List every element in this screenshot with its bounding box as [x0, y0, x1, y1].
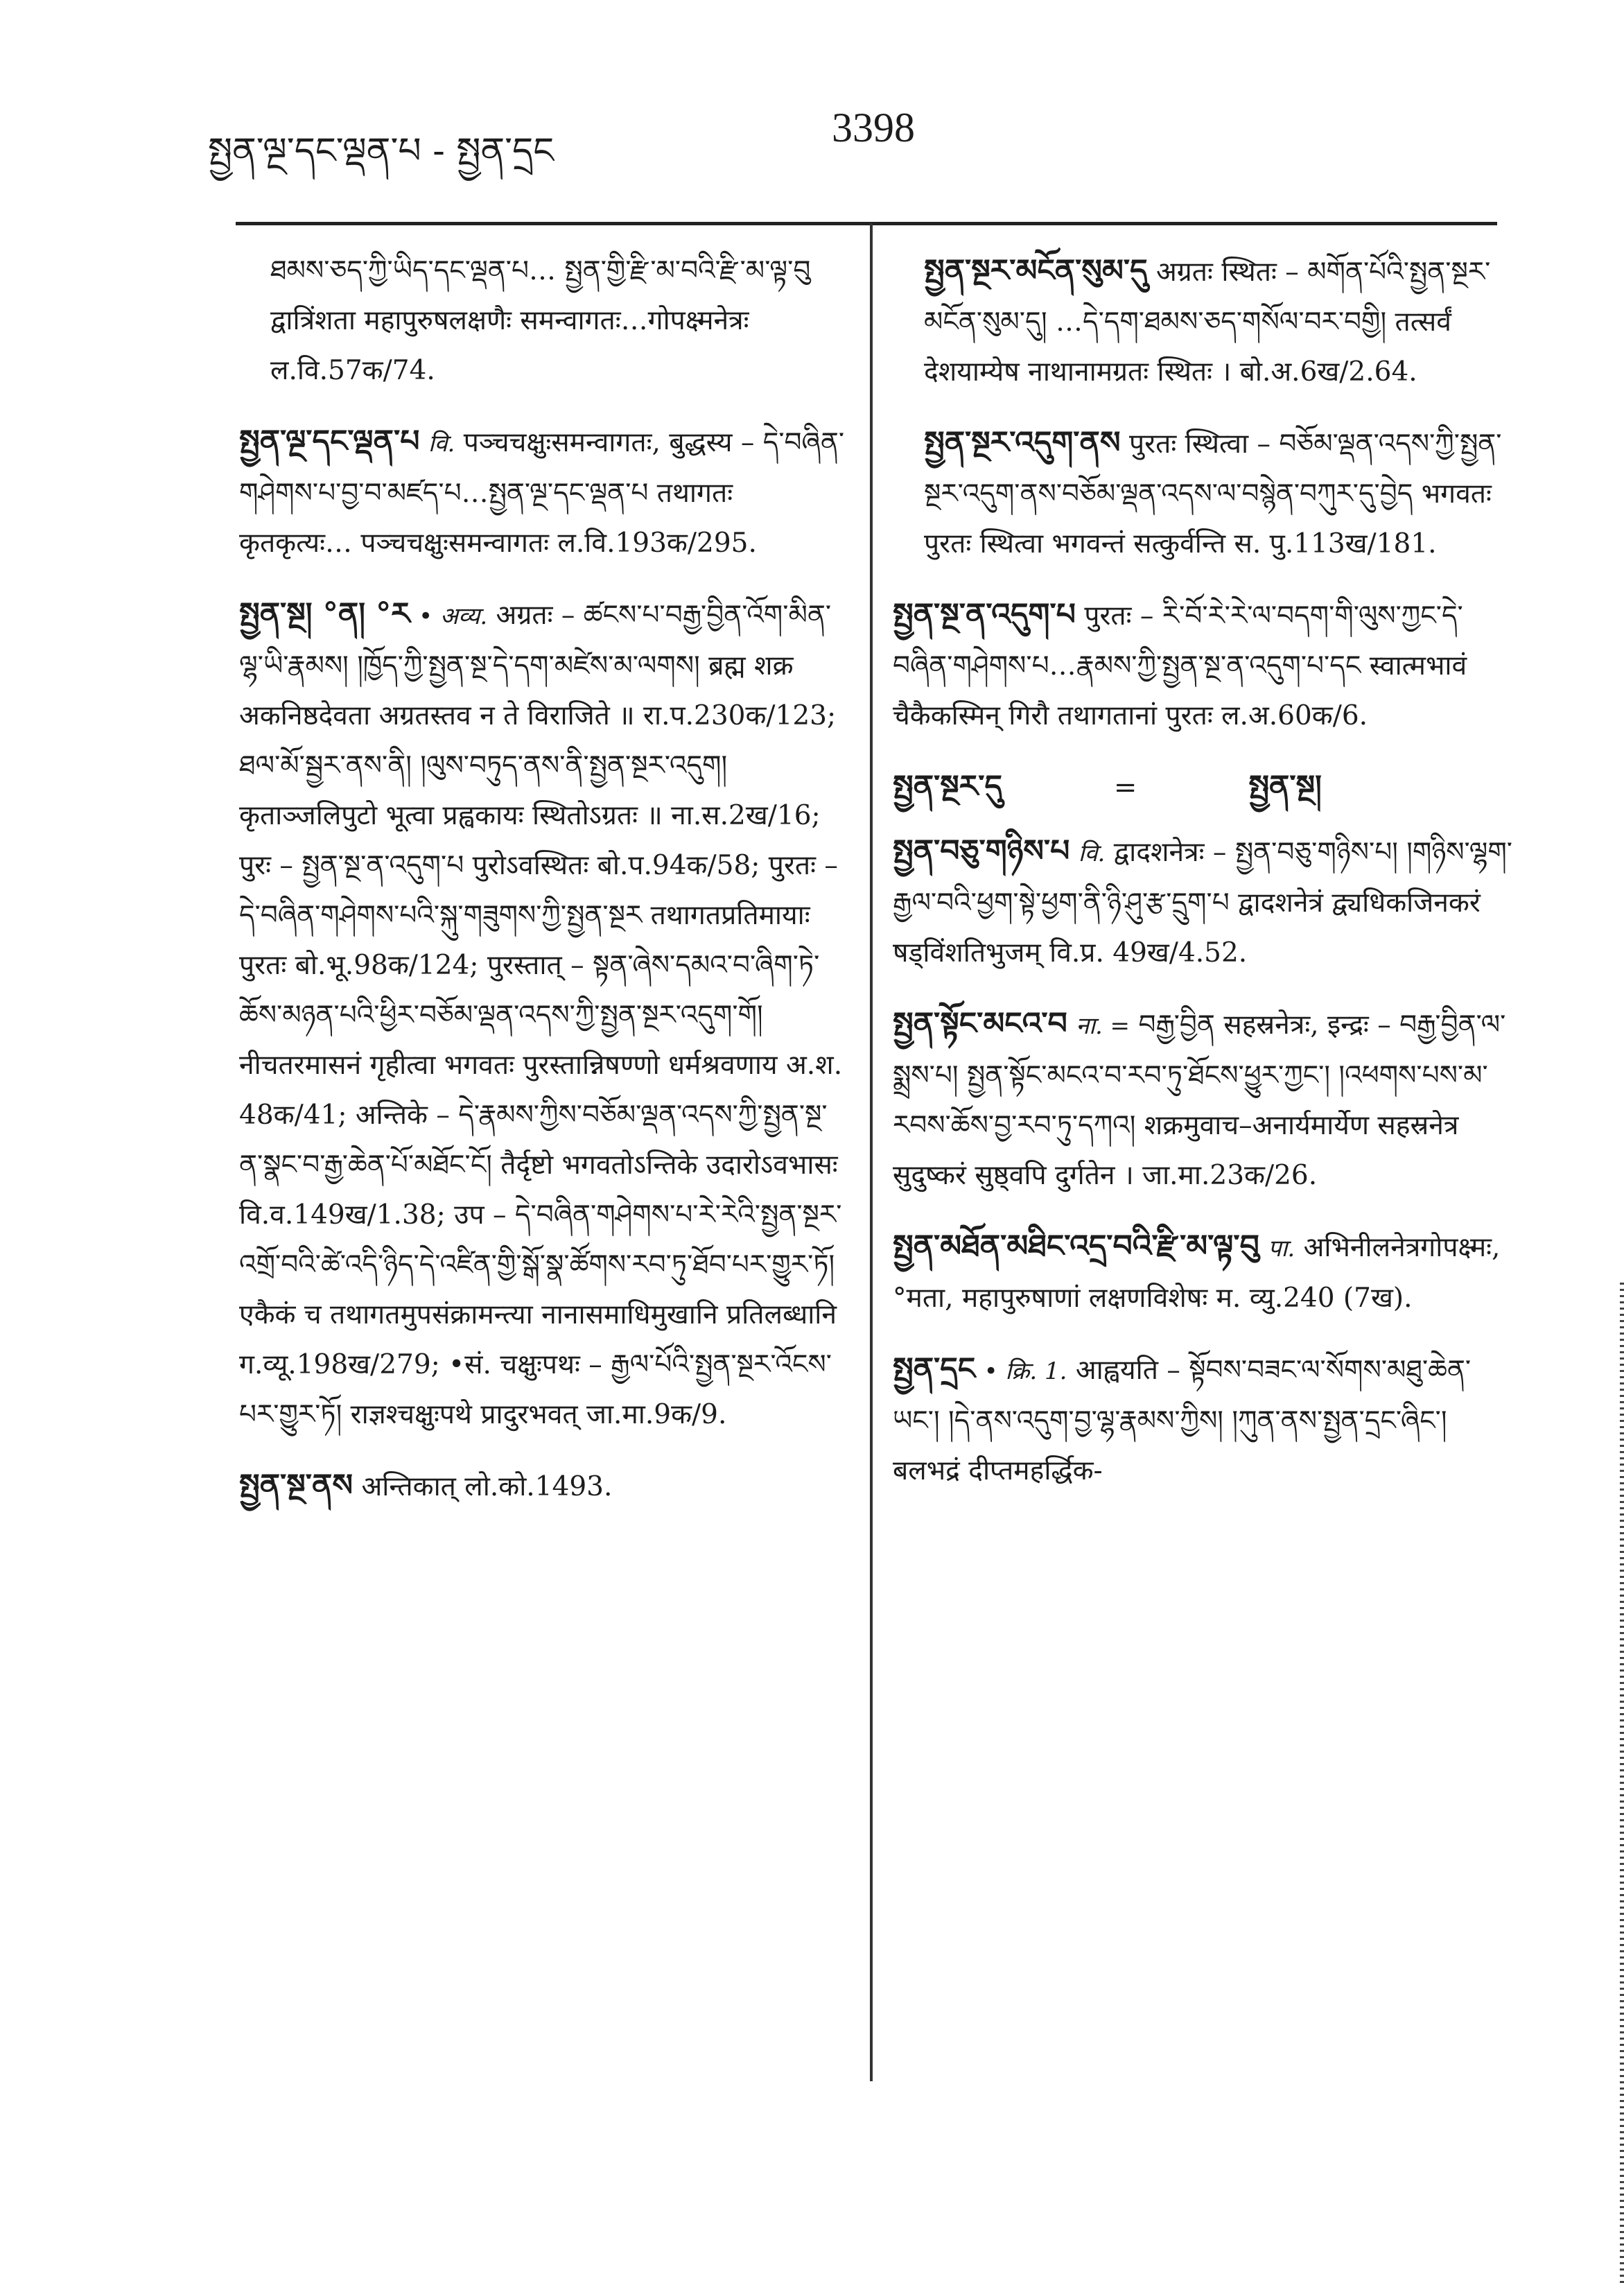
sub-entry — [924, 418, 1513, 569]
header-rule — [236, 222, 1497, 225]
entry-text: अभिनीलनेत्रगोपक्ष्मः, °मता, महापुरुषाणां लक्षणविशेषः म. व्यु.240 (7ख). — [893, 1232, 1501, 1314]
column-divider — [870, 223, 873, 2081]
entry — [239, 589, 849, 1440]
entry-text: བརྒྱ་བྱིན सहस्रनेत्रः, इन्द्रः – བརྒྱ་བྱིན་ལ་སྨྲས་པ། སྤྱན་སྟོང་མངའ་བ་རབ་ཏུ་ཐོངས་ཕྱུར་ཀྱང་། །འཕགས་པས་མ་རབས་ཆོས་བྱ་རབ་ཏུ་དཀའ། शक्रमुवाच–अनार्यमार्येण सहस्रनेत्र सुदुष्करं सुष्ठ्वपि दुर्गतेन । जा.मा.23क/26. — [893, 1009, 1506, 1191]
entry — [893, 826, 1513, 978]
right-column — [893, 246, 1513, 1517]
grammar-label: पा. — [1268, 1235, 1295, 1262]
entry-text: ཐམས་ཅད་ཀྱི་ཡིད་དང་ལྡན་པ… སྤྱན་གྱི་རྫི་མ་བའི་རྫི་མ་ལྟ་བུ द्वात्रिंशता महापुरुषलक्षणैः समन्वागतः…गोपक्ष्मनेत्रः ल.वि.57क/74. — [270, 255, 811, 386]
grammar-label: ना. = — [1076, 1012, 1130, 1040]
entry — [893, 999, 1513, 1201]
entry-text: पञ्चचक्षुःसमन्वागतः, बुद्धस्य – དེ་བཞིན་གཤེགས་པ་བྱ་བ་མཛད་པ…སྤྱན་ལྔ་དང་ལྡན་པ तथागतः कृतकृत्यः… पञ्चचक्षुःसमन्वागतः ल.वि.193क/295. — [239, 427, 845, 559]
entry-headword: སྤྱན་སྔ་ནས — [239, 1468, 353, 1503]
entry-headword: སྤྱན་སྔར་དུ — [893, 769, 1002, 804]
page-header — [208, 104, 1511, 172]
entry-text: पुरतः – རི་བོ་རེ་རེ་ལ་བདག་གི་ལུས་ཀྱང་དེ་བཞིན་གཤེགས་པ…རྣམས་ཀྱི་སྤྱན་སྔ་ན་འདུག་པ་དང स्वात्मभावं चैकैकस्मिन् गिरौ तथागतानां पुरतः ल.अ.60क/6. — [893, 600, 1467, 731]
scan-edge — [1620, 1283, 1624, 2283]
grammar-label: • अव्य. — [419, 602, 488, 630]
entry-headword: སྤྱན་སྟོང་མངའ་བ — [893, 1006, 1067, 1041]
entry-continuation — [270, 246, 849, 396]
entry-headword: སྤྱན་བཅུ་གཉིས་པ — [893, 833, 1070, 869]
running-head: སྤྱན་ལྔ་དང་ལྡན་པ - སྤྱན་དྲང — [208, 130, 555, 172]
entry-text: द्वादशनेत्रः – སྤྱན་བཅུ་གཉིས་པ། །གཉིས་ལྷག་རྒྱལ་བའི་ཕྱག་སྟེ་ཕྱག་ནི་ཉི་ཤུ་རྩ་དྲུག་པ द्वादशनेत्रं द्व्यधिकजिनकरं षड्विंशतिभुजम् वि.प्र. 49ख/4.52. — [893, 837, 1512, 969]
entry-text: अन्तिकात् लो.को.1493. — [361, 1471, 613, 1502]
entry — [893, 1344, 1513, 1496]
grammar-label: वि. — [428, 430, 455, 458]
entry — [893, 1222, 1513, 1323]
entry-text: अग्रतः – ཚངས་པ་བརྒྱ་བྱིན་འོག་མིན་ལྷ་ཡི་རྣམས། །ཁྱོད་ཀྱི་སྤྱན་སྔ་དེ་དག་མཛེས་མ་ལགས། ब्रह्म शक्र अकनिष्ठदेवता अग्रतस्तव न ते विराजिते ॥ रा.प.230क/123; ཐལ་མོ་སྦྱར་ནས་ནི། །ལུས་བཏུད་ནས་ནི་སྤྱན་སྔར་འདུག། कृताञ्जलिपुटो भूत्वा प्रह्वकायः स्थितोऽग्रतः ॥ ना.स.2ख/16; पुरः – སྤྱན་སྔ་ན་འདུག་པ पुरोऽवस्थितः बो.प.94क/58; पुरतः – དེ་བཞིན་གཤེགས་པའི་སྐུ་གཟུགས་ཀྱི་སྤྱན་སྔར तथागतप्रतिमायाः पुरतः बो.भू.98क/124; पुरस्तात् – སྟན་ཞེས་དམའ་བ་ཞིག་ཏེ་ཆོས་མཉན་པའི་ཕྱིར་བཅོམ་ལྡན་འདས་ཀྱི་སྤྱན་སྔར་འདུག་གོ། नीचतरमासनं गृहीत्वा भगवतः पुरस्तान्निषण्णो धर्मश्रवणाय अ.श. 48क/41; अन्तिके – དེ་རྣམས་ཀྱིས་བཅོམ་ལྡན་འདས་ཀྱི་སྤྱན་སྔ་ན་སྣང་བ་རྒྱ་ཆེན་པོ་མཐོང་ངོ། तैर्दृष्टो भगवतोऽन्तिके उदारोऽवभासः वि.व.149ख/1.38; उप – དེ་བཞིན་གཤེགས་པ་རེ་རེའི་སྤྱན་སྔར་འགྲོ་བའི་ཚེ་འདི་ཉིད་དེ་འཛིན་གྱི་སྒོ་སྣ་ཚོགས་རབ་ཏུ་ཐོབ་པར་གྱུར་ཏོ། एकैकं च तथागतमुपसंक्रामन्त्या नानासमाधिमुखानि प्रतिलब्धानि ग.व्यू.198ख/279; •सं. चक्षुःपथः – རྒྱལ་པོའི་སྤྱན་སྔར་འོངས་པར་གྱུར་ཏོ། राज्ञश्चक्षुःपथे प्रादुरभवत् जा.मा.9क/9. — [239, 600, 843, 1430]
entry-headword: སྤྱན་སྔ། °ན། °ར — [239, 596, 410, 632]
entry-headword: སྤྱན་སྔ་ན་འདུག་པ — [893, 597, 1076, 632]
entry — [893, 590, 1513, 741]
grammar-label: • क्रि. 1. — [984, 1357, 1067, 1385]
equals-sign: = — [1113, 772, 1137, 804]
cross-reference: སྤྱན་སྔ། — [1248, 769, 1322, 804]
entry-headword: སྤྱན་དྲང — [893, 1351, 976, 1387]
grammar-label: वि. — [1078, 840, 1106, 867]
entry — [239, 417, 849, 568]
entry-headword: སྤྱན་མཐོན་མཐིང་འདྲ་བའི་རྫི་མ་ལྟ་བུ — [893, 1229, 1259, 1264]
entry-text: पुरतः स्थित्वा – བཅོམ་ལྡན་འདས་ཀྱི་སྤྱན་སྔར་འདུག་ནས་བཅོམ་ལྡན་འདས་ལ་བསྙེན་བཀུར་དུ་བྱེད भगवतः पुरतः स्थित्वा भगवन्तं सत्कुर्वन्ति स. पु.113ख/181. — [924, 428, 1502, 559]
entry-headword: སྤྱན་ལྔ་དང་ལྡན་པ — [239, 424, 420, 459]
entry — [239, 1461, 849, 1512]
entry-headword: སྤྱན་སྔར་མངོན་སུམ་དུ — [924, 253, 1148, 288]
entry-text: अग्रतः स्थितः – མགོན་པོའི་སྤྱན་སྔར་མངོན་སུམ་དུ། …དེ་དག་ཐམས་ཅད་གསོལ་བར་བགྱི། तत्सर्वं देशयाम्येष नाथानामग्रतः स्थितः । बो.अ.6ख/2.64. — [924, 257, 1491, 388]
left-column — [239, 246, 849, 1533]
equivalence-entry — [893, 762, 1513, 813]
entry-text: आह्वयति – སྟོབས་བཟང་ལ་སོགས་མཐུ་ཆེན་ཡང་། །དེ་ནས་འདུག་བྱ་ལྷ་རྣམས་ཀྱིས། །ཀུན་ནས་སྤྱན་དྲང་ཞིང་། बलभद्रं दीप्तमहर्द्धिक- — [893, 1355, 1472, 1486]
page-number: 3398 — [832, 105, 915, 150]
entry-headword: སྤྱན་སྔར་འདུག་ནས — [924, 425, 1121, 460]
sub-entry — [924, 246, 1513, 397]
